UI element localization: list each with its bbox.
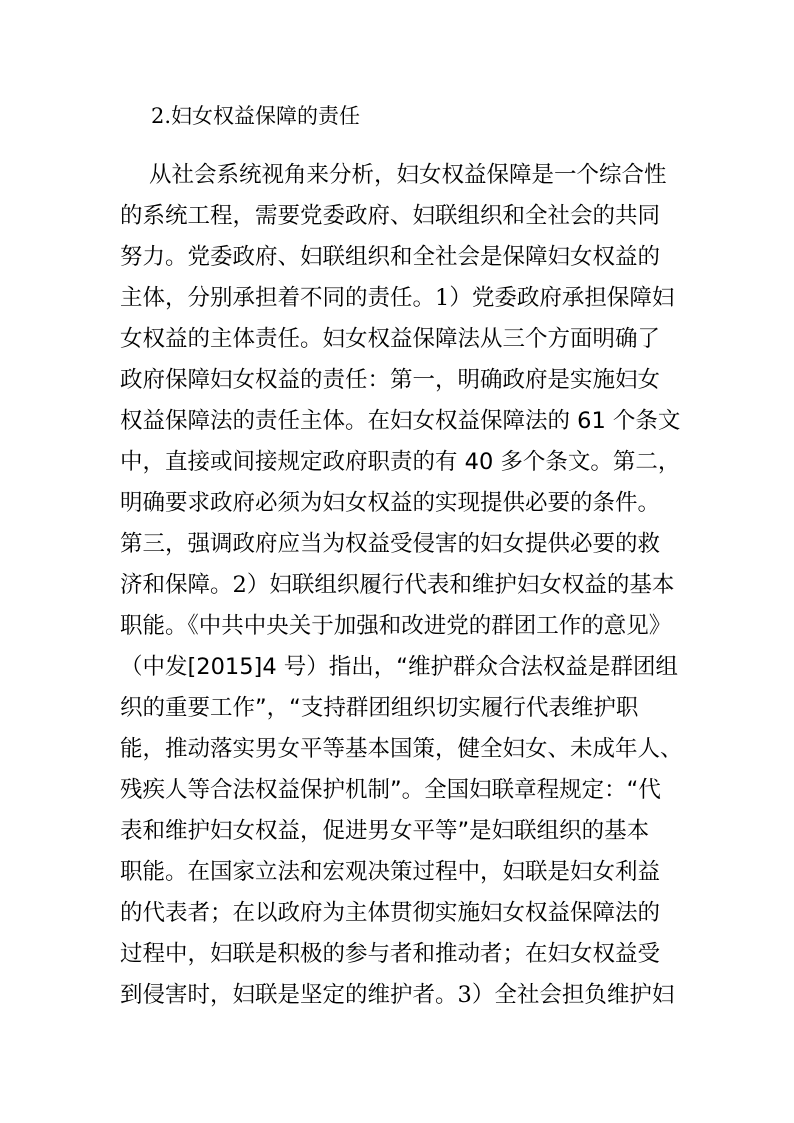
emphasis-run: 3）全社会担负维护妇 [457, 982, 675, 1008]
body-paragraph [120, 155, 683, 1016]
emphasis-run: 职能 [120, 613, 166, 639]
text-run: 从社会系统视角来分析，妇女权益保障是一个综合性 [149, 162, 667, 188]
text-run: （中发[2015]4 号）指出，“维护群众合法权益是群团组 [120, 654, 678, 680]
text-line [120, 729, 683, 770]
text-run: 努力。党委政府、妇联组织和全社会是保障妇女权益的 [120, 244, 661, 270]
text-run: 政府保障妇女权益的责任：第一，明确政府是实施妇女 [120, 367, 661, 393]
section-heading: 2.妇女权益保障的责任 [151, 104, 361, 128]
text-line [120, 524, 680, 565]
text-run: 到侵害时，妇联是坚定的维护者。 [120, 982, 458, 1008]
text-line [120, 155, 680, 196]
emphasis-run: 女权益的主体责任 [120, 326, 301, 352]
text-line [120, 688, 680, 729]
text-line [120, 852, 680, 893]
text-run: 的系统工程，需要党委政府、妇联组织和全社会的共同 [120, 203, 661, 229]
text-line [120, 934, 680, 975]
text-run: 的代表者；在以政府为主体贯彻实施妇女权益保障法的 [120, 900, 661, 926]
text-line [120, 811, 680, 852]
text-line [120, 606, 680, 647]
text-run: 能，推动落实男女平等基本国策，健全妇女、未成年人、 [120, 736, 683, 762]
text-line [120, 442, 680, 483]
text-line [120, 319, 680, 360]
text-run: 表和维护妇女权益，促进男女平等”是妇联组织的基本 [120, 818, 650, 844]
emphasis-run: 1）党委政府承担保障妇 [435, 285, 675, 311]
text-run: 明确要求政府必须为妇女权益的实现提供必要的条件。 [120, 490, 661, 516]
text-line [120, 401, 680, 442]
text-line [120, 565, 680, 606]
text-run: 中，直接或间接规定政府职责的有 40 多个条文。第二， [120, 449, 681, 475]
text-line [120, 196, 680, 237]
text-line [120, 237, 680, 278]
text-run: 济和保障。 [120, 572, 233, 598]
text-line [120, 893, 680, 934]
text-line [120, 360, 680, 401]
emphasis-run: 2）妇联组织履行代表和维护妇女权益的基本 [232, 572, 675, 598]
text-line [120, 483, 680, 524]
text-line [120, 647, 680, 688]
text-run: 。《中共中央关于加强和改进党的群团工作的意见》 [165, 613, 672, 639]
text-run: 过程中，妇联是积极的参与者和推动者；在妇女权益受 [120, 941, 661, 967]
text-run: 织的重要工作”，“支持群团组织切实履行代表维护职 [120, 695, 639, 721]
text-line [120, 975, 680, 1016]
text-run: 残疾人等合法权益保护机制”。全国妇联章程规定：“代 [120, 777, 661, 803]
text-run: 主体，分别承担着不同的责任。 [120, 285, 436, 311]
text-run: 。妇女权益保障法从三个方面明确了 [300, 326, 661, 352]
text-line [120, 770, 680, 811]
text-run: 职能。在国家立法和宏观决策过程中，妇联是妇女利益 [120, 859, 661, 885]
text-line [120, 278, 680, 319]
text-run: 权益保障法的责任主体。在妇女权益保障法的 61 个条文 [120, 408, 681, 434]
text-run: 第三，强调政府应当为权益受侵害的妇女提供必要的救 [120, 531, 661, 557]
